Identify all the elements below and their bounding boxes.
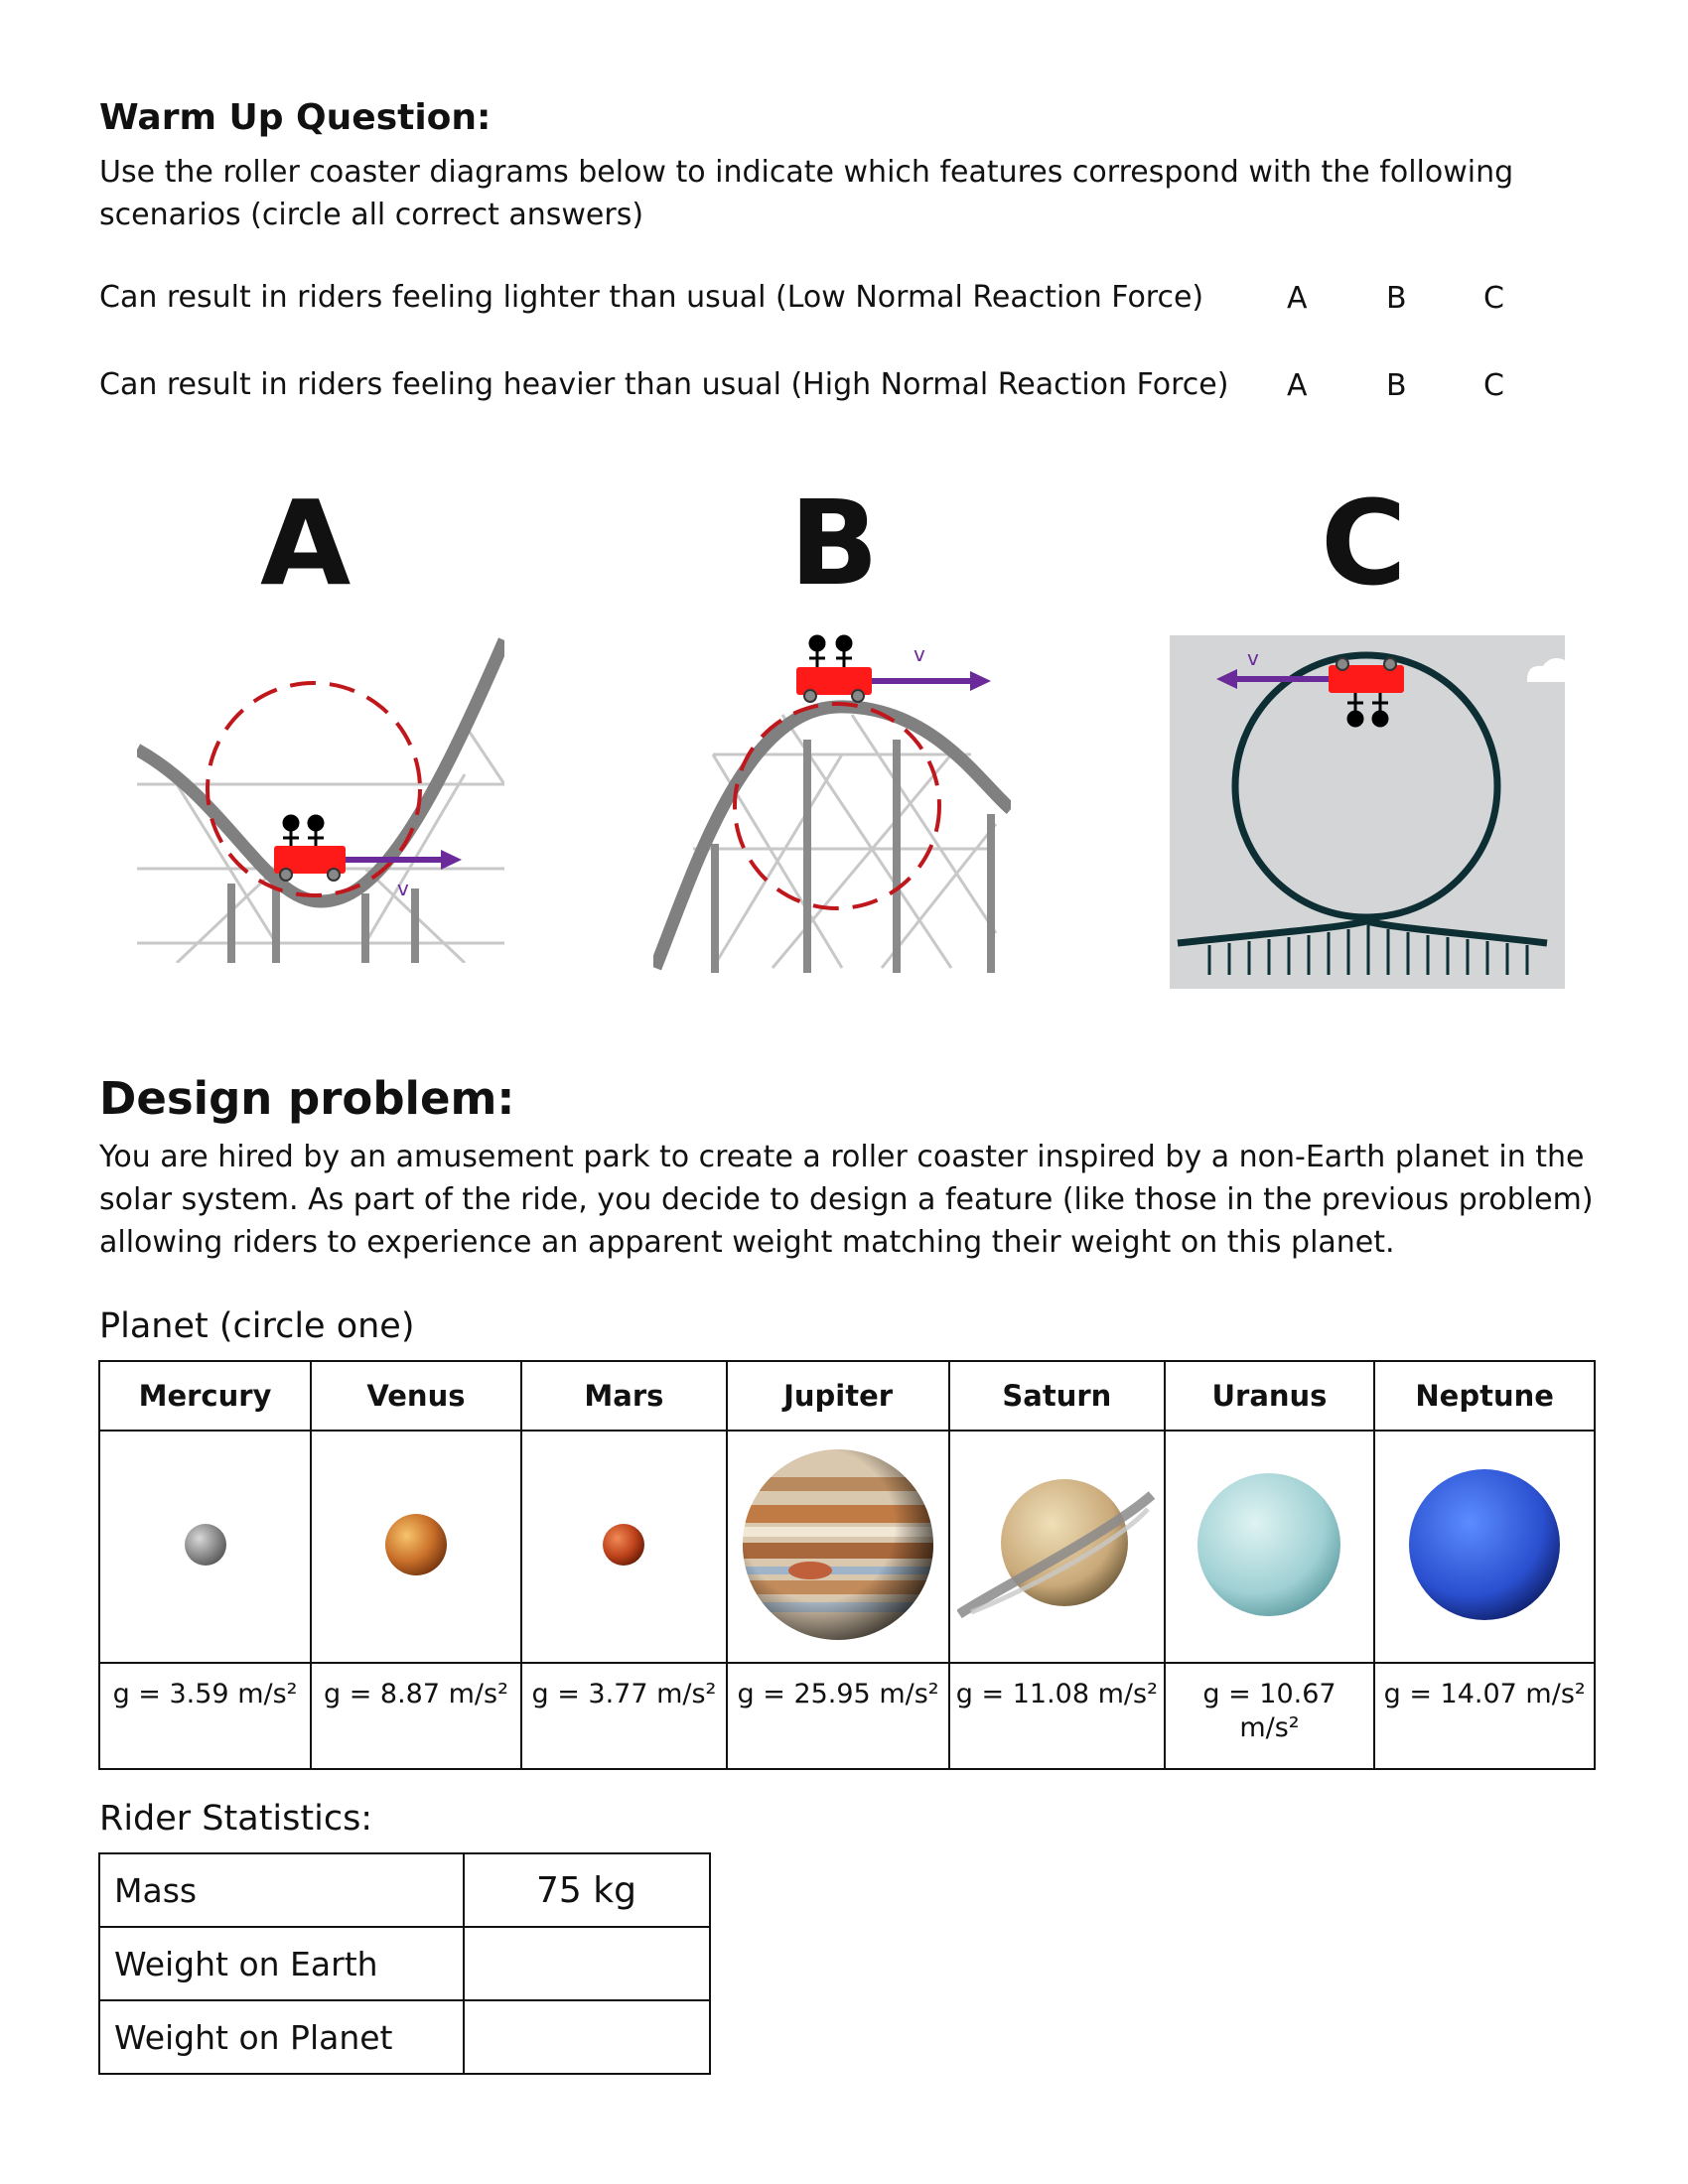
planet-gravity-venus: g = 8.87 m/s² [311, 1663, 521, 1769]
planet-header-uranus[interactable]: Uranus [1165, 1361, 1375, 1431]
rider-weight-planet-label: Weight on Planet [99, 2000, 464, 2074]
planet-header-jupiter[interactable]: Jupiter [727, 1361, 949, 1431]
planet-image-mars[interactable] [521, 1431, 727, 1663]
rider-weight-earth-value[interactable] [464, 1927, 710, 2000]
diagram-c-label: C [1321, 475, 1407, 612]
question-1-text: Can result in riders feeling lighter than usual (Low Normal Reaction Force) [99, 280, 1204, 315]
planet-gravity-jupiter: g = 25.95 m/s² [727, 1663, 949, 1769]
planet-image-venus[interactable] [311, 1431, 521, 1663]
neptune-icon [1407, 1467, 1562, 1622]
uranus-icon [1195, 1470, 1343, 1619]
planet-gravity-mars: g = 3.77 m/s² [521, 1663, 727, 1769]
question-2-text: Can result in riders feeling heavier than usual (High Normal Reaction Force) [99, 367, 1229, 402]
rider-weight-earth-label: Weight on Earth [99, 1927, 464, 2000]
mercury-icon [183, 1522, 228, 1568]
planet-image-neptune[interactable] [1374, 1431, 1595, 1663]
planets-caption: Planet (circle one) [99, 1306, 415, 1346]
planet-image-jupiter[interactable] [727, 1431, 949, 1663]
question-1-option-b[interactable]: B [1386, 281, 1407, 316]
planet-header-venus[interactable]: Venus [311, 1361, 521, 1431]
planet-gravity-neptune: g = 14.07 m/s² [1374, 1663, 1595, 1769]
diagram-c-loop-coaster [1170, 635, 1565, 989]
diagram-b-label: B [789, 475, 879, 612]
mars-icon [601, 1522, 646, 1568]
diagram-b-hill-coaster [653, 625, 1011, 973]
question-1-option-a[interactable]: A [1287, 281, 1308, 316]
question-1-option-c[interactable]: C [1483, 281, 1504, 316]
saturn-icon [957, 1465, 1156, 1624]
rider-table [98, 1852, 711, 2075]
planet-gravity-mercury: g = 3.59 m/s² [99, 1663, 311, 1769]
venus-icon [383, 1512, 449, 1577]
rider-weight-planet-value[interactable] [464, 2000, 710, 2074]
warmup-instructions: Use the roller coaster diagrams below to indicate which features correspond with the following scenarios (circle all correct answers) [99, 155, 1514, 232]
diagram-b-velocity-label: v [914, 642, 925, 666]
rider-mass-value: 75 kg [464, 1853, 710, 1927]
planet-header-neptune[interactable]: Neptune [1374, 1361, 1595, 1431]
question-2-option-a[interactable]: A [1287, 368, 1308, 403]
planet-gravity-saturn: g = 11.08 m/s² [949, 1663, 1165, 1769]
diagram-a-label: A [260, 475, 352, 612]
rider-caption: Rider Statistics: [99, 1799, 373, 1839]
design-text: You are hired by an amusement park to create a roller coaster inspired by a non-Earth planet in the solar system. As part of the ride, you decide to design a feature (like those in the previous problem) allowing riders to experience an apparent weight matching their weight on this planet. [99, 1140, 1594, 1260]
planet-image-saturn[interactable] [949, 1431, 1165, 1663]
question-2-option-c[interactable]: C [1483, 368, 1504, 403]
planet-header-mercury[interactable]: Mercury [99, 1361, 311, 1431]
diagram-a-velocity-label: v [397, 877, 409, 900]
diagram-c-velocity-label: v [1247, 646, 1259, 670]
planet-header-saturn[interactable]: Saturn [949, 1361, 1165, 1431]
planet-image-mercury[interactable] [99, 1431, 311, 1663]
question-2-option-b[interactable]: B [1386, 368, 1407, 403]
planet-gravity-uranus: g = 10.67 m/s² [1165, 1663, 1375, 1769]
planet-table [98, 1360, 1596, 1770]
jupiter-icon [741, 1447, 935, 1642]
rider-mass-label: Mass [99, 1853, 464, 1927]
design-title: Design problem: [99, 1072, 515, 1125]
planet-image-uranus[interactable] [1165, 1431, 1375, 1663]
planet-header-mars[interactable]: Mars [521, 1361, 727, 1431]
diagram-a-valley-coaster [137, 625, 504, 973]
warmup-title: Warm Up Question: [99, 97, 492, 138]
